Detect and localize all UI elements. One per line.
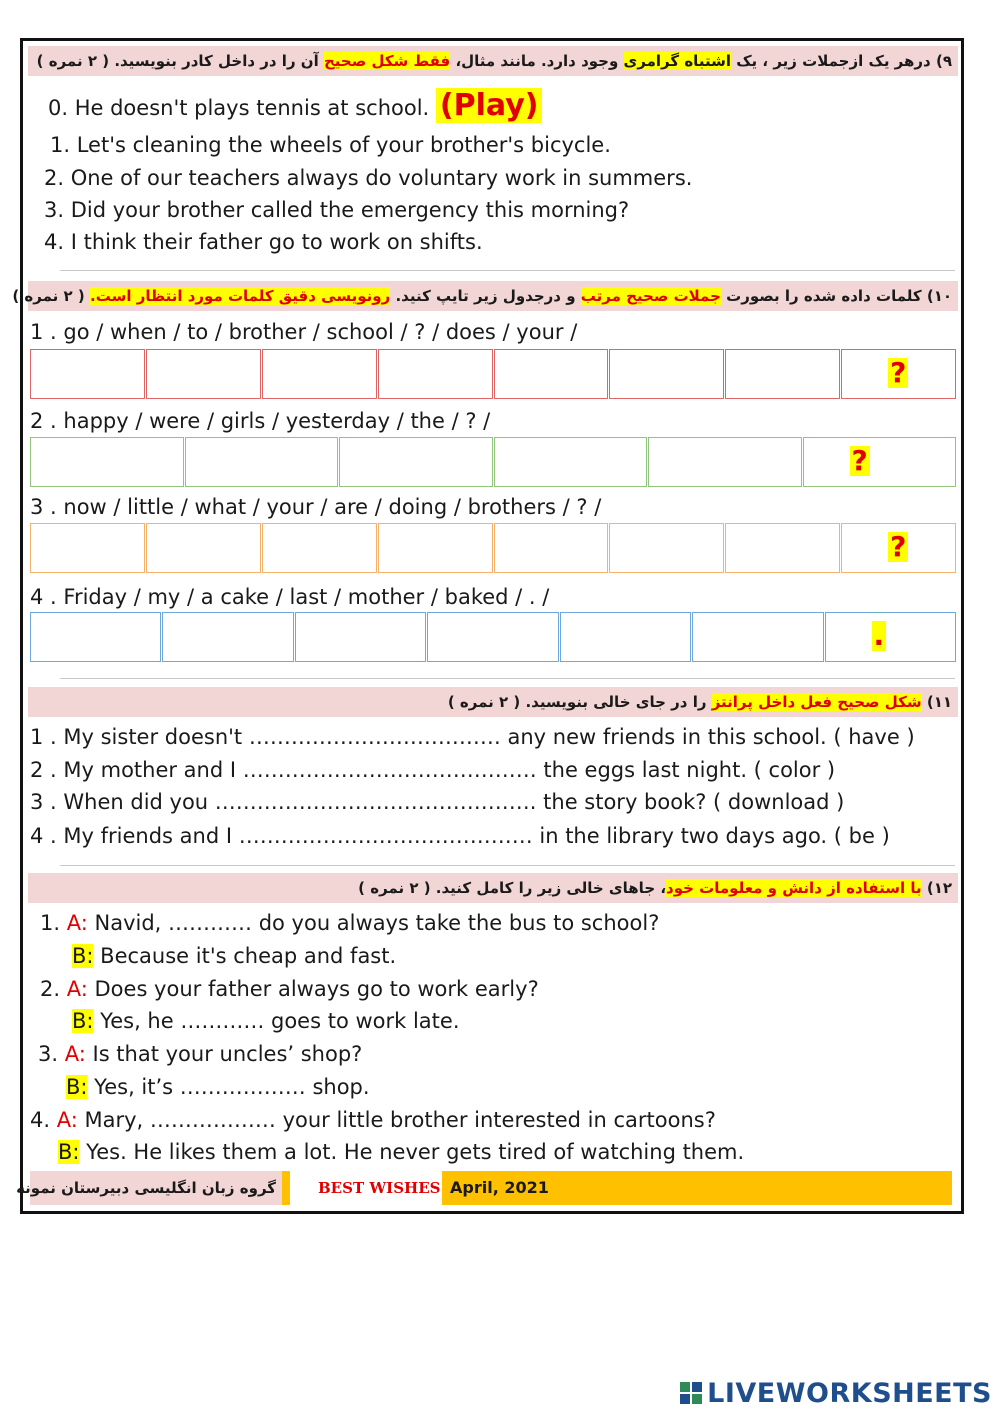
speaker-a-label: A:: [66, 977, 88, 1001]
divider: [60, 270, 955, 271]
q12-dialog-3-b: B: Yes, it’s ……………… shop.: [66, 1075, 370, 1099]
q11-header: ۱۱) شکل صحیح فعل داخل پرانتز را در جای خالی بنویسید. ( ۲ نمره ): [28, 687, 958, 717]
q10-prompt-2: 2 . happy / were / girls / yesterday / the / ? /: [30, 409, 491, 433]
answer-cell[interactable]: [494, 523, 609, 573]
answer-cell[interactable]: [146, 523, 261, 573]
end-mark: ?: [851, 444, 868, 477]
q10-answer-grid-2: [30, 437, 956, 487]
q10-header: ۱۰) کلمات داده شده را بصورت جملات صحیح مرتب و درجدول زیر تایپ کنید. رونویسی دقیق کلمات مورد انتظار است. ( ۲ نمره ): [28, 281, 958, 311]
speaker-a-label: A:: [56, 1108, 78, 1132]
q11-item-2: 2 . My mother and I …………………………………… the eggs last night. ( color ): [30, 758, 836, 782]
divider: [60, 678, 955, 679]
speaker-a-label: A:: [64, 1042, 86, 1066]
answer-cell[interactable]: [427, 612, 558, 662]
footer: [16, 1171, 952, 1205]
q10-prompt-3: 3 . now / little / what / your / are / doing / brothers / ? /: [30, 495, 602, 519]
q12-dialog-4-b: B: Yes. He likes them a lot. He never gets tired of watching them.: [58, 1140, 745, 1164]
q12-dialog-1-a: 1. A: Navid, ………… do you always take the bus to school?: [40, 911, 660, 935]
answer-cell[interactable]: [725, 523, 840, 573]
q12-dialog-2-a: 2. A: Does your father always go to work early?: [40, 977, 539, 1001]
q12-dialog-4-a: 4. A: Mary, ……………… your little brother interested in cartoons?: [30, 1108, 716, 1132]
q12-header: ۱۲) با استفاده از دانش و معلومات خود، جاهای خالی زیر را کامل کنید. ( ۲ نمره ): [28, 873, 958, 903]
q10-prompt-1: 1 . go / when / to / brother / school / ? / does / your /: [30, 320, 578, 344]
answer-cell[interactable]: [30, 349, 145, 399]
footer-date: April, 2021: [442, 1171, 952, 1205]
answer-cell[interactable]: [30, 612, 161, 662]
q11-item-3: 3 . When did you ………………………………………. the story book? ( download ): [30, 790, 845, 814]
answer-cell[interactable]: [725, 349, 840, 399]
answer-cell[interactable]: [185, 437, 339, 487]
answer-cell[interactable]: [692, 612, 823, 662]
speaker-b-label: B:: [66, 1075, 88, 1099]
q9-example-answer: (Play): [436, 88, 543, 123]
speaker-a-label: A:: [66, 911, 88, 935]
q10-prompt-4: 4 . Friday / my / a cake / last / mother / baked / . /: [30, 585, 550, 609]
answer-cell[interactable]: [803, 437, 957, 487]
q12-dialog-3-a: 3. A: Is that your uncles’ shop?: [38, 1042, 363, 1066]
q10-answer-grid-4: [30, 612, 956, 662]
q10-answer-grid-3: [30, 523, 956, 573]
answer-cell[interactable]: [841, 349, 956, 399]
end-mark: .: [873, 619, 885, 652]
answer-cell[interactable]: [494, 437, 648, 487]
answer-cell[interactable]: [162, 612, 293, 662]
end-mark: ?: [890, 356, 907, 389]
answer-cell[interactable]: [825, 612, 956, 662]
speaker-b-label: B:: [72, 944, 94, 968]
q12-dialog-2-b: B: Yes, he ………… goes to work late.: [72, 1009, 460, 1033]
answer-cell[interactable]: [295, 612, 426, 662]
q9-header: ۹) درهر یک ازجملات زیر ، یک اشتباه گرامری وجود دارد. مانند مثال، فقط شکل صحیح آن را در داخل کادر بنویسید. ( ۲ نمره ): [28, 46, 958, 76]
liveworksheets-logo-icon: [679, 1381, 703, 1405]
speaker-b-label: B:: [58, 1140, 80, 1164]
speaker-b-label: B:: [72, 1009, 94, 1033]
footer-group: گروه زبان انگلیسی دبیرستان نمونه: [30, 1171, 282, 1205]
answer-cell[interactable]: [648, 437, 802, 487]
q11-item-4: 4 . My friends and I …………………………………… in the library two days ago. ( be ): [30, 824, 890, 848]
answer-cell[interactable]: [560, 612, 691, 662]
q9-item-2: 2. One of our teachers always do voluntary work in summers.: [44, 166, 693, 190]
answer-cell[interactable]: [339, 437, 493, 487]
answer-cell[interactable]: [378, 349, 493, 399]
q9-example: 0. He doesn't plays tennis at school. (Play): [48, 92, 542, 122]
q12-dialog-1-b: B: Because it's cheap and fast.: [72, 944, 397, 968]
q11-item-1: 1 . My sister doesn't ……………………………… any new friends in this school. ( have ): [30, 725, 915, 749]
answer-cell[interactable]: [609, 523, 724, 573]
end-mark: ?: [890, 530, 907, 563]
answer-cell[interactable]: [30, 523, 145, 573]
footer-wishes: BEST WISHES: [318, 1179, 441, 1197]
answer-cell[interactable]: [262, 523, 377, 573]
q9-item-4: 4. I think their father go to work on shifts.: [44, 230, 483, 254]
q9-item-3: 3. Did your brother called the emergency this morning?: [44, 198, 630, 222]
answer-cell[interactable]: [262, 349, 377, 399]
answer-cell[interactable]: [609, 349, 724, 399]
answer-cell[interactable]: [841, 523, 956, 573]
divider: [60, 865, 955, 866]
answer-cell[interactable]: [378, 523, 493, 573]
answer-cell[interactable]: [146, 349, 261, 399]
answer-cell[interactable]: [494, 349, 609, 399]
liveworksheets-brand[interactable]: LIVEWORKSHEETS: [679, 1378, 992, 1409]
answer-cell[interactable]: [30, 437, 184, 487]
q10-answer-grid-1: [30, 349, 956, 399]
q9-item-1: 1. Let's cleaning the wheels of your brother's bicycle.: [50, 133, 611, 157]
